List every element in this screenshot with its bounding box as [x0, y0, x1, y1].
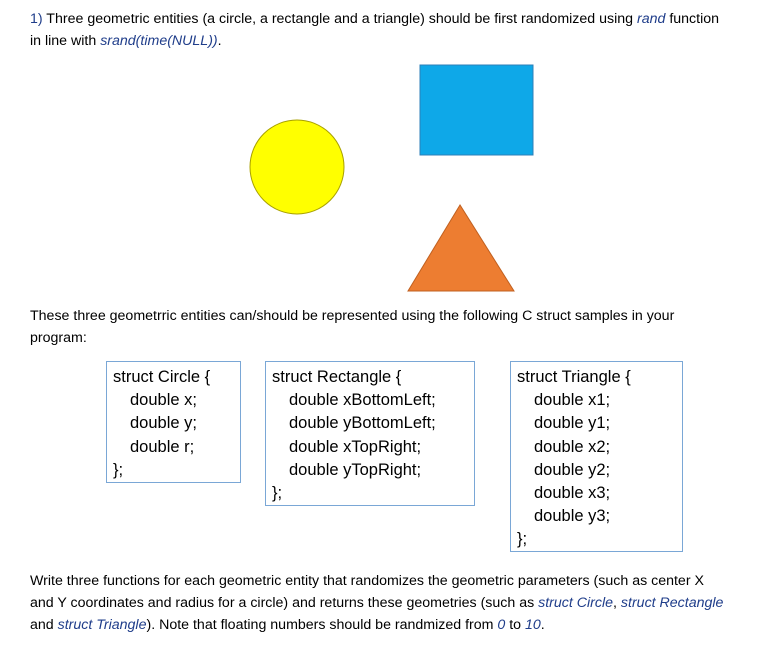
triangle-field: double x1;: [534, 391, 611, 410]
intro-text-a: Three geometric entities (a circle, a rectangle and a triangle) should be first randomized using: [42, 11, 637, 27]
range-max: 10: [525, 617, 541, 633]
outro-paragraph: [30, 570, 758, 636]
triangle-field: double y2;: [534, 460, 611, 479]
struct-triangle-ref: struct Triangle: [57, 617, 147, 633]
outro-sep: ,: [613, 595, 621, 611]
intro-text-d: .: [217, 33, 222, 49]
range-min: 0: [497, 617, 506, 633]
triangle-field: double y3;: [534, 507, 611, 526]
item-number: 1): [30, 11, 43, 27]
outro-end: .: [540, 617, 545, 633]
triangle-field: double x3;: [534, 484, 611, 503]
circle-field: double x;: [130, 391, 197, 410]
struct-circle-ref: struct Circle: [538, 595, 614, 611]
circle-struct-header: struct Circle {: [113, 368, 211, 386]
intro-text-c: in line with: [30, 33, 101, 49]
circle-field: double y;: [130, 414, 197, 433]
outro-line-1: Write three functions for each geometric entity that randomizes the geometric parameters (such as center X: [30, 573, 704, 589]
triangle-shape: [408, 205, 514, 291]
triangle-field: double y1;: [534, 414, 611, 433]
circle-struct-box: [106, 361, 241, 483]
triangle-struct-box: [510, 361, 683, 552]
middle-paragraph: [30, 305, 758, 349]
circle-struct-footer: };: [113, 460, 124, 479]
srand-code: srand(time(NULL)): [100, 33, 218, 49]
circle-field: double r;: [130, 437, 195, 456]
triangle-struct-footer: };: [517, 530, 528, 549]
triangle-struct-header: struct Triangle {: [517, 368, 631, 386]
rectangle-shape: [420, 65, 533, 155]
rectangle-struct-box: [265, 361, 475, 506]
outro-to: to: [505, 617, 526, 633]
rectangle-field: double xBottomLeft;: [289, 391, 436, 410]
circle-shape: [250, 120, 344, 214]
triangle-field: double x2;: [534, 437, 611, 456]
rectangle-field: double xTopRight;: [289, 437, 422, 456]
struct-rectangle-ref: struct Rectangle: [620, 595, 724, 611]
rectangle-struct-footer: };: [272, 484, 283, 503]
rectangle-field: double yTopRight;: [289, 460, 422, 479]
middle-line-1: These three geometrric entities can/should be represented using the following C struct samples in your: [30, 308, 675, 324]
outro-line-3b: ). Note that floating numbers should be randmized from: [146, 617, 498, 633]
shapes-illustration: [0, 0, 776, 300]
middle-line-2: program:: [30, 330, 87, 346]
rectangle-struct-header: struct Rectangle {: [272, 368, 402, 386]
outro-line-3a: and: [30, 617, 58, 633]
intro-text-b: function: [665, 11, 720, 27]
outro-line-2: and Y coordinates and radius for a circle) and returns these geometries (such as: [30, 595, 539, 611]
rand-code: rand: [636, 11, 666, 27]
rectangle-field: double yBottomLeft;: [289, 414, 436, 433]
